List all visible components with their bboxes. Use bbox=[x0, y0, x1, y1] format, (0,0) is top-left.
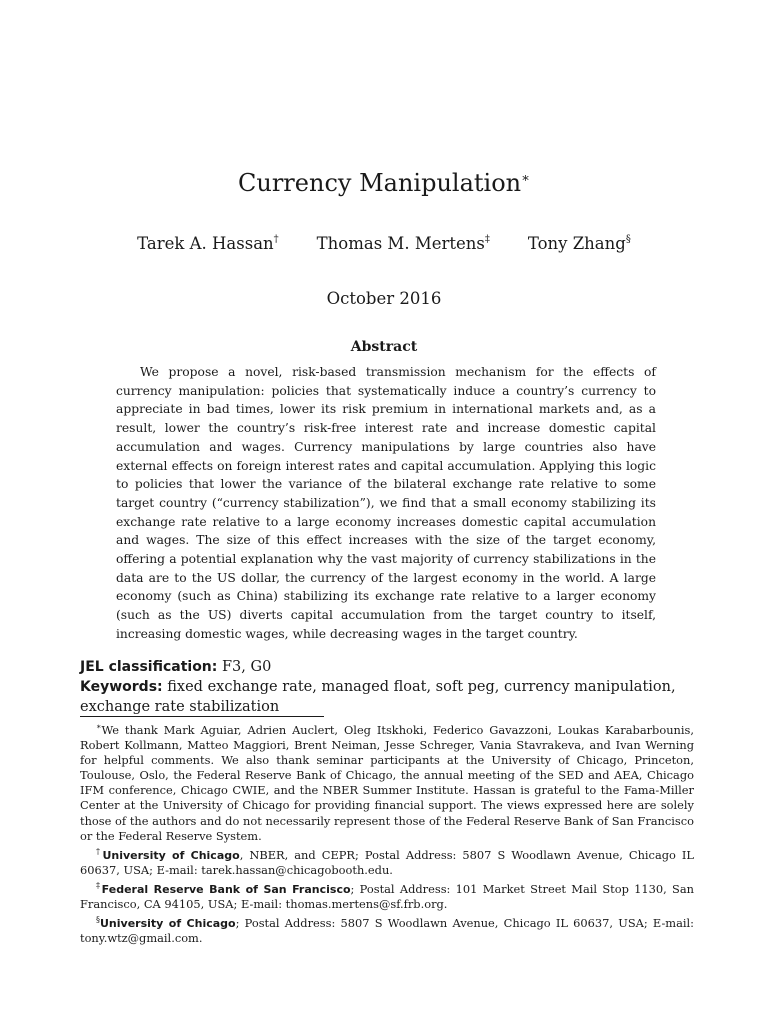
footnote-mark: † bbox=[96, 846, 103, 856]
footnote-affiliation: University of Chicago bbox=[102, 848, 240, 862]
author bbox=[317, 229, 490, 255]
footnotes bbox=[80, 719, 694, 946]
footnote-mark: ‡ bbox=[96, 880, 102, 890]
author-name: Tarek A. Hassan bbox=[137, 234, 274, 253]
publication-date: October 2016 bbox=[326, 289, 442, 308]
footnote bbox=[80, 878, 694, 912]
footnote bbox=[80, 719, 694, 844]
author bbox=[528, 229, 631, 255]
footnote bbox=[80, 844, 694, 878]
jel-value: F3, G0 bbox=[217, 659, 272, 675]
footnote-text: We thank Mark Aguiar, Adrien Auclert, Oleg Itskhoki, Federico Gavazzoni, Loukas Karabarbounis, Robert Kollmann, Matteo Maggiori, Brent Neiman, Jesse Schreger, Vania Stavrakeva, and Ivan Werning for helpful comments. We also thank seminar participants at the University of Chicago, Princeton, Toulouse, Oslo, the Federal Reserve Bank of Chicago, the annual meeting of the SED and AEA, Chicago IFM conference, Chicago CWIE, and the NBER Summer Institute. Hassan is grateful to the Fama-Miller Center at the University of Chicago for providing financial support. The views expressed here are solely those of the authors and do not necessarily represent those of the Federal Reserve Bank of San Francisco or the Federal Reserve System. bbox=[80, 723, 694, 843]
title-footnote-mark: ∗ bbox=[521, 171, 530, 186]
author-footnote-mark: ‡ bbox=[484, 234, 490, 245]
footnote bbox=[80, 912, 694, 946]
keywords-line bbox=[80, 677, 694, 717]
author-footnote-mark: † bbox=[273, 234, 279, 245]
footnote-text: ; Postal Address: 5807 S Woodlawn Avenue, Chicago IL 60637, USA; E-mail: tony.wtz@gmail.com. bbox=[80, 916, 695, 946]
footnote-affiliation: University of Chicago bbox=[100, 917, 236, 931]
abstract-heading: Abstract bbox=[350, 339, 418, 355]
footnote-affiliation: Federal Reserve Bank of San Francisco bbox=[101, 882, 351, 896]
jel-line bbox=[80, 657, 694, 677]
classification-block bbox=[80, 657, 694, 717]
title-text: Currency Manipulation bbox=[238, 169, 522, 197]
author-footnote-mark: § bbox=[625, 234, 631, 245]
jel-label: JEL classification: bbox=[80, 659, 218, 675]
abstract-text: We propose a novel, risk-based transmission mechanism for the effects of currency manipulation: policies that systematically induce a country’s currency to appreciate in bad times, lower its risk premium in international markets and, as a result, lower the country’s risk-free interest rate and increase domestic capital accumulation and wages. Currency manipulations by large countries also have external effects on foreign interest rates and capital accumulation. Applying this logic to policies that lower the variance of the bilateral exchange rate relative to some target country (“currency stabilization”), we find that a small economy stabilizing its exchange rate relative to a large economy increases domestic capital accumulation and wages. The size of this effect increases with the size of the target economy, offering a potential explanation why the vast majority of currency stabilizations in the data are to the US dollar, the currency of the largest economy in the world. A large economy (such as China) stabilizing its exchange rate relative to a larger economy (such as the US) diverts capital accumulation from the target country to itself, increasing domestic wages, while decreasing wages in the target country. bbox=[116, 365, 656, 641]
author-name: Thomas M. Mertens bbox=[316, 234, 485, 253]
keywords-label: Keywords: bbox=[80, 679, 163, 695]
footnote-mark: § bbox=[96, 915, 100, 925]
footnote-mark: ∗ bbox=[96, 722, 102, 731]
footnote-text: ; Postal Address: 101 Market Street Mail Stop 1130, San Francisco, CA 94105, USA; E-mail: thomas.mertens@sf.frb.org. bbox=[80, 881, 694, 912]
keywords-value: fixed exchange rate, managed float, soft peg, currency manipulation, exchange rate stabilization bbox=[80, 679, 676, 715]
footnote-text: , NBER, and CEPR; Postal Address: 5807 S Woodlawn Avenue, Chicago IL 60637, USA; E-mail: tarek.hassan@chicagobooth.edu. bbox=[80, 847, 694, 877]
author bbox=[137, 229, 279, 255]
author-list bbox=[0, 229, 768, 255]
paper-title bbox=[0, 163, 768, 199]
footnote-divider bbox=[80, 716, 324, 717]
author-name: Tony Zhang bbox=[527, 234, 626, 253]
